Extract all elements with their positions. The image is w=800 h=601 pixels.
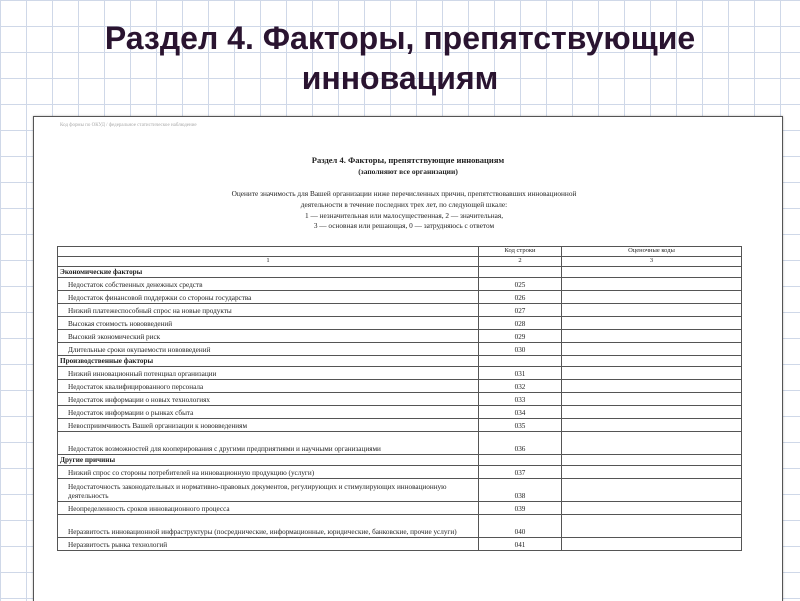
factor-label: Низкий спрос со стороны потребителей на инновационную продукцию (услуги) [58, 465, 479, 478]
rating-input-cell[interactable] [562, 303, 742, 316]
factor-label: Длительные сроки окупаемости нововведений [58, 342, 479, 355]
factors-table [57, 246, 742, 551]
table-row [58, 478, 742, 501]
line-code [479, 454, 562, 465]
factor-label: Недостаток информации о рынках сбыта [58, 405, 479, 418]
rating-input-cell[interactable] [562, 514, 742, 537]
rating-input-cell[interactable] [562, 290, 742, 303]
line-code [479, 266, 562, 277]
table-row [58, 366, 742, 379]
line-code: 032 [479, 379, 562, 392]
factor-label: Низкий платежеспособный спрос на новые продукты [58, 303, 479, 316]
rating-input-cell[interactable] [562, 379, 742, 392]
rating-input-cell[interactable] [562, 342, 742, 355]
column-number-row [58, 256, 742, 266]
factor-label: Недостаток финансовой поддержки со стороны государства [58, 290, 479, 303]
table-row [58, 418, 742, 431]
factor-label: Недостаточность законодательных и нормативно-правовых документов, регулирующих и стимулирующих инновационную деятельность [58, 478, 479, 501]
column-number: 2 [479, 256, 562, 266]
section-label: Другие причины [58, 454, 479, 465]
column-number: 1 [58, 256, 479, 266]
factor-label: Недостаток квалифицированного персонала [58, 379, 479, 392]
rating-input-cell[interactable] [562, 277, 742, 290]
form-header-note: Код формы по ОКУД / федеральное статистическое наблюдение [60, 123, 197, 128]
rating-input-cell[interactable] [562, 431, 742, 454]
instruction-line: Оцените значимость для Вашей организации ниже перечисленных причин, препятствовавших инновационной [231, 189, 577, 198]
table-row [58, 303, 742, 316]
line-code: 031 [479, 366, 562, 379]
table-row [58, 379, 742, 392]
rating-input-cell[interactable] [562, 537, 742, 550]
line-code: 027 [479, 303, 562, 316]
table-row [58, 277, 742, 290]
line-code: 026 [479, 290, 562, 303]
line-code: 037 [479, 465, 562, 478]
line-code: 041 [479, 537, 562, 550]
column-number: 3 [562, 256, 742, 266]
form-subheading: (заполняют все организации) [358, 167, 458, 176]
line-code: 035 [479, 418, 562, 431]
table-row [58, 342, 742, 355]
section-label: Экономические факторы [58, 266, 479, 277]
form-heading-block [34, 155, 782, 176]
form-instructions [144, 189, 664, 232]
form-document [33, 116, 783, 601]
rating-input-cell[interactable] [562, 418, 742, 431]
line-code: 034 [479, 405, 562, 418]
rating-input-cell[interactable] [562, 454, 742, 465]
line-code [479, 355, 562, 366]
table-row [58, 392, 742, 405]
line-code: 033 [479, 392, 562, 405]
table-row [58, 465, 742, 478]
line-code: 029 [479, 329, 562, 342]
factor-label: Высокий экономический риск [58, 329, 479, 342]
section-row [58, 355, 742, 366]
table-row [58, 514, 742, 537]
table-row [58, 405, 742, 418]
header-cell-rating-codes: Оценочные коды [562, 247, 742, 257]
slide-title [0, 18, 800, 98]
line-code: 030 [479, 342, 562, 355]
rating-input-cell[interactable] [562, 465, 742, 478]
rating-input-cell[interactable] [562, 501, 742, 514]
rating-input-cell[interactable] [562, 392, 742, 405]
section-row [58, 454, 742, 465]
factor-label: Низкий инновационный потенциал организации [58, 366, 479, 379]
slide-title-line-2: инновациям [301, 60, 499, 96]
instruction-line: 1 — незначительная или малосущественная, 2 — значительная, [304, 210, 504, 220]
factor-label: Недостаток собственных денежных средств [58, 277, 479, 290]
line-code: 028 [479, 316, 562, 329]
rating-input-cell[interactable] [562, 329, 742, 342]
rating-input-cell[interactable] [562, 316, 742, 329]
instruction-line: деятельности в течение последних трех лет, по следующей шкале: [300, 199, 508, 209]
line-code: 039 [479, 501, 562, 514]
rating-input-cell[interactable] [562, 366, 742, 379]
table-row [58, 316, 742, 329]
factor-label: Высокая стоимость нововведений [58, 316, 479, 329]
section-label: Производственные факторы [58, 355, 479, 366]
rating-input-cell[interactable] [562, 355, 742, 366]
table-row [58, 329, 742, 342]
line-code: 038 [479, 478, 562, 501]
line-code: 025 [479, 277, 562, 290]
factor-label: Недостаток возможностей для кооперирования с другими предприятиями и научными организациями [58, 431, 479, 454]
instruction-line: 3 — основная или решающая, 0 — затрудняюсь с ответом [313, 221, 495, 231]
rating-input-cell[interactable] [562, 266, 742, 277]
section-row [58, 266, 742, 277]
slide-title-line-1: Раздел 4. Факторы, препятствующие [104, 20, 696, 56]
table-row [58, 501, 742, 514]
header-cell-line-code: Код строки [479, 247, 562, 257]
factor-label: Недостаток информации о новых технологиях [58, 392, 479, 405]
factor-label: Неразвитость рынка технологий [58, 537, 479, 550]
table-header-row [58, 247, 742, 257]
rating-input-cell[interactable] [562, 405, 742, 418]
table-row [58, 537, 742, 550]
factor-label: Неразвитость инновационной инфраструктуры (посреднические, информационные, юридические, банковские, прочие услуги) [58, 514, 479, 537]
line-code: 036 [479, 431, 562, 454]
rating-input-cell[interactable] [562, 478, 742, 501]
header-cell-factor [58, 247, 479, 257]
factor-label: Невосприимчивость Вашей организации к нововведениям [58, 418, 479, 431]
factor-label: Неопределенность сроков инновационного процесса [58, 501, 479, 514]
table-row [58, 431, 742, 454]
form-heading: Раздел 4. Факторы, препятствующие инновациям [311, 155, 505, 165]
table-row [58, 290, 742, 303]
line-code: 040 [479, 514, 562, 537]
